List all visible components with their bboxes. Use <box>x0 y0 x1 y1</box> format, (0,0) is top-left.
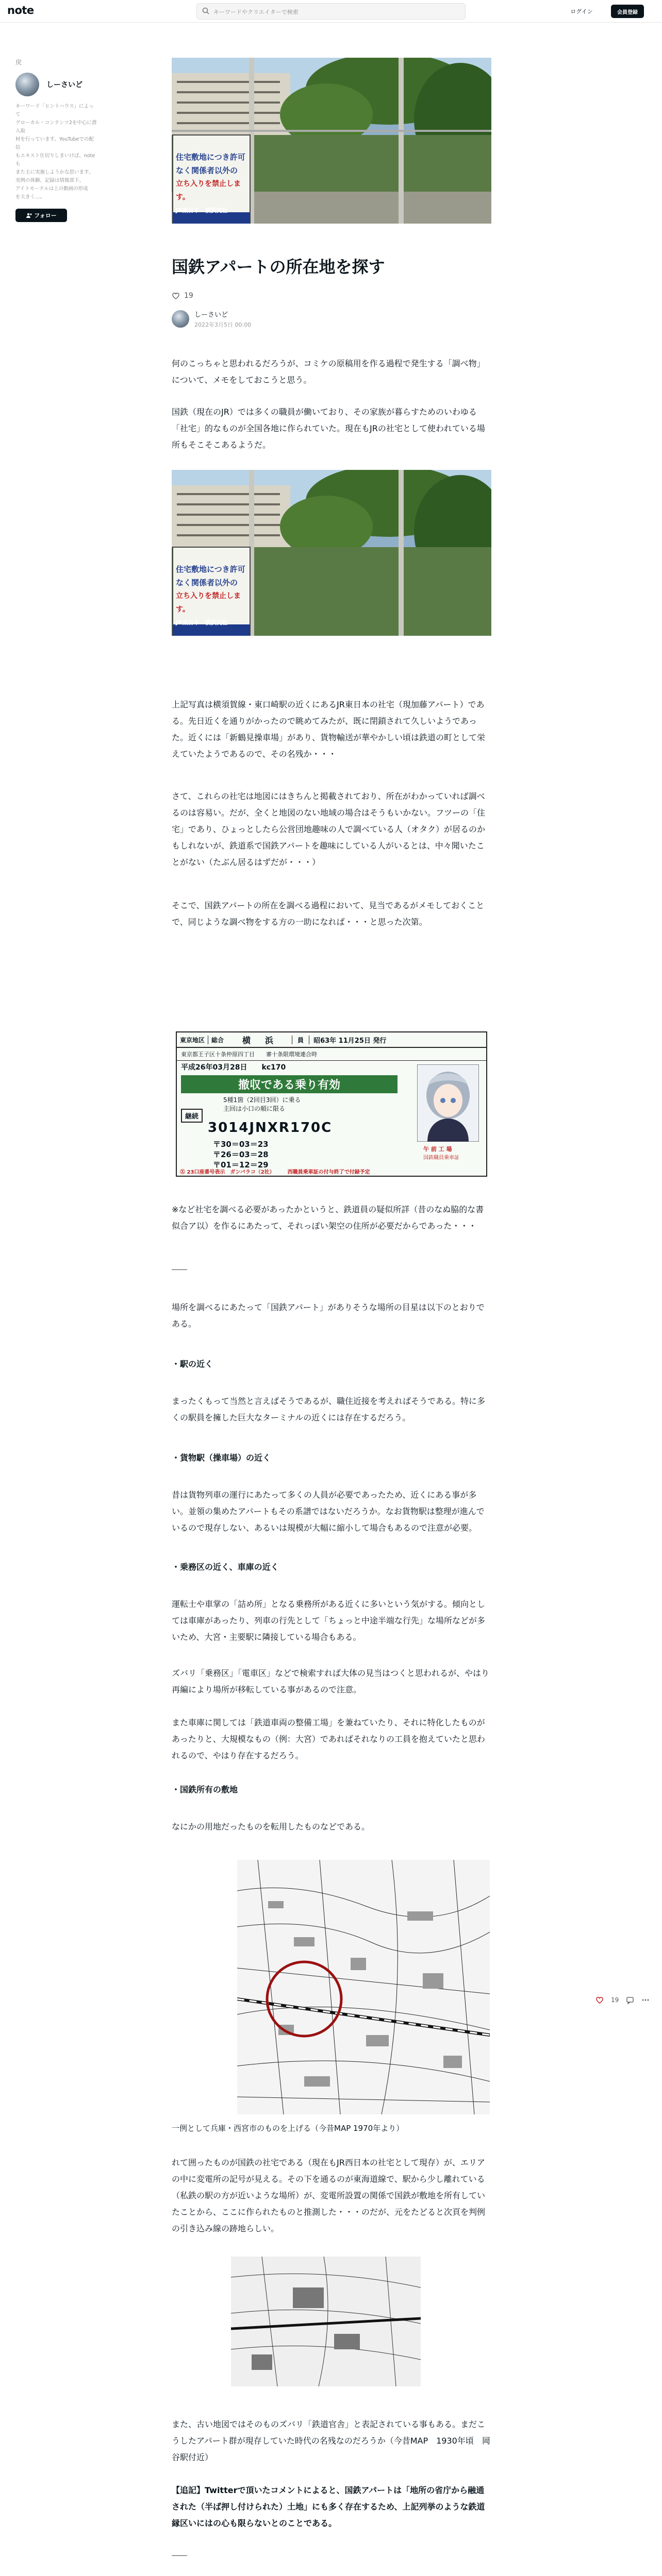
hero-photo <box>172 58 491 224</box>
login-button[interactable]: ログイン <box>570 8 593 15</box>
follow-label: フォロー <box>34 212 57 219</box>
sign-line-4: JR東日本 横浜支社 <box>176 207 228 214</box>
paragraph-9: 昔は貨物列車の運行にあたって多くの人員が必要であったため、近くにある事が多い。並領の集めたアパートもその系譜ではないだろうか。なお貨物駅は整理が進んでいるので現存しない、あるいは規模が大幅に縮小して場合もあるので注意が必要。 <box>172 1490 485 1533</box>
sign-2-line-4: JR東日本 横浜支社 <box>176 619 228 626</box>
ticket-kind: 総合 <box>211 1036 224 1044</box>
paragraph-10: 運転士や車掌の「詰め所」となる乗務所がある近くに多いという気がする。傾向としては車庫があったり、列車の行先として「ちょっと中途半端な行先」な場所などが多いため、大宮・主要駅に隣接している場合もある。 <box>172 1599 486 1642</box>
ticket-date-3: 〒01＝12＝29 <box>213 1160 269 1170</box>
character-portrait <box>417 1064 479 1142</box>
ticket-top-row <box>177 1032 486 1048</box>
map-caption: 一例として兵庫・西宮市のものを上げる（今昔MAP 1970年より） <box>172 2124 404 2133</box>
ticket-image <box>172 1027 491 1181</box>
ticket-city: 横 浜 <box>242 1035 277 1045</box>
byline-name[interactable]: しーさいど <box>194 311 228 319</box>
like-count: 19 <box>184 292 193 300</box>
paragraph-1: 何のこっちゃと思われるだろうが、コミケの原稿用を作る過程で発生する「調べ物」について、メモをしておこうと思う。 <box>172 359 485 385</box>
paragraph-15: また、古い地図ではそのものズバリ「鉄道官舎」と表記されている事もある。まだこうしたアパート群が現存していた時代の名残なのだろうか（今昔MAP 1930年頃 岡谷駅付近） <box>172 2419 490 2462</box>
paragraph-5: そこで、国鉄アパートの所在を調べる過程において、見当であるがメモしておくことで、同じような調べ物をする方の一助になれば・・・と思った次第。 <box>172 901 485 927</box>
paragraph-13: なにかの用地だったものを転用したものなどである。 <box>172 1822 370 1832</box>
old-map <box>231 2257 421 2386</box>
ticket-footer: Ⓧ 23口座番号表示 ガンバラコ（2社） 西職員乗車証の付与終了で付録予定 <box>180 1170 370 1175</box>
floating-like-count: 19 <box>611 1996 619 2004</box>
more-icon[interactable] <box>641 1996 650 2004</box>
author-byline[interactable] <box>172 309 251 329</box>
sign-line-1: 住宅敷地につき許可 <box>176 152 245 162</box>
ticket-box-tag: 継続 <box>181 1109 203 1123</box>
sign-2-line-1: 住宅敷地につき許可 <box>176 565 245 574</box>
ticket-code: 3014JNXR170C <box>208 1120 333 1136</box>
author-name[interactable]: しーさいど <box>46 81 82 89</box>
paragraph-7: 場所を調べるにあたって「国鉄アパート」がありそうな場所の目星は以下のとおりである。 <box>172 1302 485 1329</box>
ticket-dateline: 平成26年03月28日 kc170 <box>181 1063 286 1072</box>
ticket-card <box>176 1031 487 1177</box>
heading-freight: ・貨物駅（操車場）の近く <box>172 1453 271 1463</box>
ticket-member: 員 <box>292 1036 309 1044</box>
paragraph-8: まったくもって当然と言えばそうであるが、職住近接を考えればそうである。特に多くの駅員を擁した巨大なターミナルの近くには存在するだろう。 <box>172 1396 486 1422</box>
heading-station: ・駅の近く <box>172 1359 213 1369</box>
divider-2 <box>172 2555 187 2556</box>
author-sidebar <box>15 58 119 222</box>
topographic-map <box>237 1860 490 2114</box>
sidebar-profile[interactable] <box>15 73 119 96</box>
paragraph-2: 国鉄（現在のJR）では多くの職員が働いており、その家族が暮らすためのいわゆる「社宅」的なものが全国各地に作られていた。現在もJRの社宅として使われている場所もそこそこあるようだ。 <box>172 407 485 450</box>
author-description: キーワード「ヒントハウス」によって グローカル・コンテンツ2を中心に潜入取 材を行っています。YouTubeでの配信 もエキスト仕切りしまいけば、noteも また主に実施しようかな思います。 実例の体験、記録は情報部下、 アイトモーテルは上の動画の形成 を大きく…。 <box>15 104 97 200</box>
publish-date: 2022年3月5日 00:00 <box>194 321 252 328</box>
heart-icon[interactable] <box>172 292 180 300</box>
search-icon <box>202 7 209 14</box>
signup-button[interactable]: 会員登録 <box>611 5 644 18</box>
ticket-small-2: 主回は小口の順に限る <box>223 1105 286 1112</box>
ticket-badge-2: 国鉄職員乗車証 <box>423 1155 459 1161</box>
paragraph-6: ※など社宅を調べる必要があったかというと、鉄道員の疑似所詳（昔のなぬ脇的な書似合ア以）を作るにあたって、それっぽい架空の住所が必要だからであった・・・ <box>172 1205 484 1231</box>
ticket-address: 東京都王子区十条仲原四丁目 審十条限環境連合時 <box>177 1048 486 1061</box>
floating-actions <box>595 1996 650 2004</box>
sign-2-line-2: なく関係者以外の <box>176 578 238 587</box>
like-row[interactable] <box>172 292 193 300</box>
comment-icon[interactable] <box>626 1996 634 2004</box>
site-header <box>0 0 662 23</box>
sign-2-line-3: 立ち入りを禁止します。 <box>176 592 241 614</box>
paragraph-4: さて、これらの社宅は地図にはきちんと掲載されており、所在がわかっていれば調べるのは容易い。だが、全くと地図のない地域の場合はそうもいかない。フツーの「住宅」であり、ひょっとしたら公営団地趣味の人で調べている人（オタク）が居るのかもしれないが、鉄道系で国鉄アパートを趣味にしている人がいるとは、中々聞いたことがない（たぶん居るはずだが・・・） <box>172 791 486 867</box>
back-link[interactable]: 戻 <box>15 59 22 66</box>
search-input[interactable] <box>196 3 466 20</box>
ticket-date-2: 〒26＝03＝28 <box>213 1150 269 1159</box>
follow-button[interactable] <box>15 209 67 222</box>
sign-line-3: 立ち入りを禁止します。 <box>176 180 241 201</box>
sign-text-2 <box>176 563 248 630</box>
paragraph-3: 上記写真は横須賀線・東口崎駅の近くにあるJR東日本の社宅（現加藤アパート）である。先日近くを通りがかったので眺めてみたが、既に閉鎖されて久しいようであった。近くには「新鶴見操車場」があり、貨物輸送が華やかしい頃は鉄道の町として栄えていたようであるので、その名残か・・・ <box>172 700 486 759</box>
heart-icon[interactable] <box>595 1996 604 2004</box>
ticket-badge: 午 前 工 場 <box>423 1146 452 1153</box>
paragraph-14: れて囲ったものが国鉄の社宅である（現在もJR西日本の社宅として現存）が、エリアの中に変電所の記号が見える。その下を通るのが東海道線で、駅から少し離れている（私鉄の駅の方が近いような場所）が、変電所設置の関係で国鉄が敷地を所有していたことから、ここに作られたものと推測した・・・のだが、元をたどると次頁を判例の引き込み線の跡地らしい。 <box>172 2158 486 2233</box>
sign-line-2: なく関係者以外の <box>176 166 238 175</box>
add-user-icon <box>26 212 32 218</box>
heading-crew: ・乗務区の近く、車庫の近く <box>172 1562 279 1572</box>
divider <box>172 1269 187 1270</box>
map-1930 <box>231 2257 421 2386</box>
author-avatar[interactable] <box>172 310 189 328</box>
paragraph-16: 【追記】Twitterで頂いたコメントによると、国鉄アパートは「地所の省庁から融通された（半ば押し付けられた）土地」にも多く存在するため、上記列挙のような鉄道縁区いにはの心も限らないとのことである。 <box>172 2485 485 2528</box>
ticket-small-1: 5種1箇（2回目3回）に乗る <box>223 1096 301 1104</box>
search-placeholder: キーワードやクリエイターで検索 <box>213 9 299 15</box>
ticket-notice: 撤収である乗り有効 <box>181 1075 398 1093</box>
paragraph-12: また車庫に関しては「鉄道車両の整備工場」を兼ねていたり、それに特化したものがあったりと、大規模なもの（例：大宮）であればそれなりの工員を抱えていたと思われるので、やはり存在するだろう。 <box>172 1718 485 1760</box>
ticket-date-1: 〒30＝03＝23 <box>213 1140 269 1149</box>
note-logo[interactable]: note <box>7 4 34 16</box>
avatar[interactable] <box>15 73 39 96</box>
heading-land: ・国鉄所有の敷地 <box>172 1785 238 1794</box>
paragraph-11: ズバリ「乗務区」「電車区」などで検索すれば大体の見当はつくと思われるが、やはり再編により場所が移転している事があるので注意。 <box>172 1668 490 1694</box>
sign-text <box>176 150 248 217</box>
map-1970 <box>237 1860 490 2114</box>
ticket-area: 東京地区 <box>177 1036 208 1044</box>
second-photo <box>172 470 491 636</box>
ticket-issue: 昭63年 11月25日 発行 <box>313 1037 387 1045</box>
page-title: 国鉄アパートの所在地を探す <box>172 257 385 277</box>
